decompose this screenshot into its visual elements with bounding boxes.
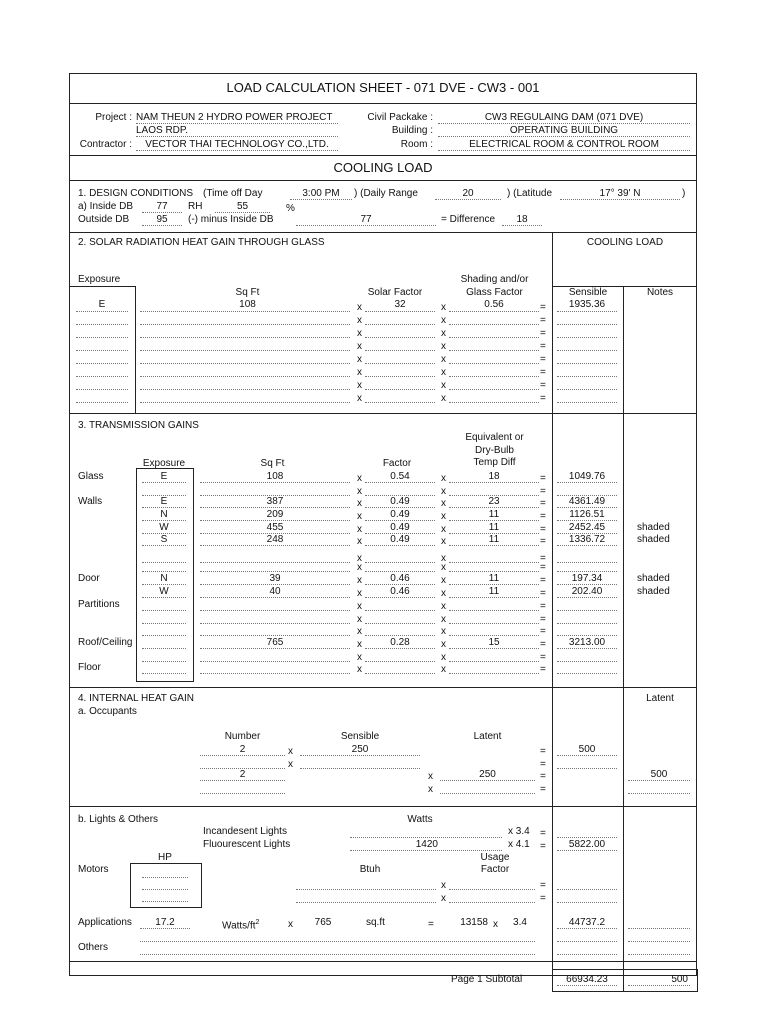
door-row-w-exposure: W — [159, 586, 169, 597]
occupant-sensible-per: 250 — [351, 744, 369, 755]
subtotal-sensible: 66934.23 — [566, 974, 608, 985]
solar-exposure: E — [98, 299, 106, 310]
occupant-sensible-total: 500 — [578, 744, 596, 755]
usage-factor-label: Factor — [480, 864, 510, 875]
number-label: Number — [224, 731, 261, 742]
applications-watts: 13158 — [460, 917, 488, 928]
building-label: Building : — [391, 125, 433, 136]
partitions-label: Partitions — [78, 599, 120, 610]
minus-inside-value: 77 — [360, 214, 372, 225]
wall-row-s-sensible: 1336.72 — [568, 534, 606, 545]
col-divider-sens — [552, 232, 553, 975]
trans-sqft-label: Sq Ft — [260, 458, 285, 469]
incandescent-multiplier: x 3.4 — [508, 826, 530, 837]
frame-left — [69, 73, 70, 976]
glass-row-temp-diff: 18 — [488, 471, 500, 482]
room-value: ELECTRICAL ROOM & CONTROL ROOM — [469, 139, 659, 150]
applications-multiplier: 3.4 — [513, 917, 527, 928]
frame-top — [69, 73, 697, 74]
rule-3 — [69, 180, 697, 181]
solar-shading: 0.56 — [484, 299, 504, 310]
building-value: OPERATING BUILDING — [509, 125, 619, 136]
occupant-number-latent: 2 — [239, 769, 246, 780]
sqft-unit: sq.ft — [366, 917, 385, 928]
wall-row-n-sqft: 209 — [266, 509, 284, 520]
glass-row-exposure: E — [160, 471, 168, 482]
sheet-title: LOAD CALCULATION SHEET - 071 DVE - CW3 - 001 — [226, 80, 540, 95]
rh-label: RH — [188, 201, 203, 212]
roof-row-temp-diff: 15 — [488, 637, 500, 648]
fluorescent-watts: 1420 — [415, 839, 438, 850]
wall-row-w-note: shaded — [637, 522, 670, 533]
subtotal-label: Page 1 Subtotal — [451, 974, 523, 985]
others-label: Others — [78, 942, 109, 953]
col-divider-notes — [623, 286, 624, 975]
wall-row-w-sensible: 2452.45 — [568, 522, 606, 533]
wall-row-s-temp-diff: 11 — [488, 534, 500, 545]
door-label: Door — [78, 573, 100, 584]
trans-exposure-label: Exposure — [142, 458, 186, 469]
motors-label: Motors — [78, 864, 109, 875]
roof-ceiling-label: Roof/Ceiling — [78, 637, 133, 648]
wall-row-e-temp-diff: 23 — [488, 496, 500, 507]
project-location: LAOS RDP. — [136, 125, 189, 136]
room-label: Room : — [400, 139, 433, 150]
applications-label: Applications — [78, 917, 132, 928]
contractor-name: VECTOR THAI TECHNOLOGY CO.,LTD. — [145, 139, 329, 150]
time-label: (Time off Day — [203, 188, 263, 199]
lights-heading: b. Lights & Others — [78, 814, 159, 825]
door-row-n-temp-diff: 11 — [488, 573, 500, 584]
floor-label: Floor — [78, 662, 101, 673]
solar-factor-label: Solar Factor — [367, 287, 423, 298]
civil-package-label: Civil Packake : — [367, 112, 433, 123]
fluorescent-total: 5822.00 — [568, 839, 606, 850]
rule-5 — [69, 413, 697, 414]
door-row-n-exposure: N — [160, 573, 168, 584]
solar-exposure-label: Exposure — [78, 274, 121, 285]
wall-row-s-exposure: S — [160, 534, 168, 545]
rule-2 — [69, 155, 697, 156]
outside-db-label: Outside DB — [78, 214, 130, 225]
minus-inside-label: (-) minus Inside DB — [188, 214, 274, 225]
temp-diff-label: Temp Diff — [473, 457, 516, 468]
wall-row-w-factor: 0.49 — [390, 522, 410, 533]
applications-area: 765 — [314, 917, 332, 928]
applications-total: 44737.2 — [568, 917, 606, 928]
difference-value: 18 — [516, 214, 528, 225]
solar-exp-right — [135, 286, 136, 413]
door-row-n-note: shaded — [637, 573, 670, 584]
solar-exp-top — [70, 286, 136, 287]
fluorescent-multiplier: x 4.1 — [508, 839, 530, 850]
hp-label: HP — [158, 852, 172, 863]
cooling-load-header: COOLING LOAD — [586, 237, 664, 248]
wall-row-w-exposure: W — [159, 522, 169, 533]
solar-sqft: 108 — [239, 299, 256, 310]
rule-7 — [69, 806, 697, 807]
roof-row-sqft: 765 — [266, 637, 284, 648]
walls-label: Walls — [78, 496, 103, 507]
door-row-n-factor: 0.46 — [390, 573, 410, 584]
applications-wpsf: 17.2 — [155, 917, 175, 928]
door-row-n-sensible: 197.34 — [571, 573, 603, 584]
wall-row-e-exposure: E — [160, 496, 168, 507]
door-row-n-sqft: 39 — [269, 573, 281, 584]
roof-row-sensible: 3213.00 — [568, 637, 606, 648]
inside-db-value: 77 — [156, 201, 168, 212]
design-heading: 1. DESIGN CONDITIONS — [78, 188, 194, 199]
frame-right — [696, 73, 697, 976]
incandescent-label: Incandesent Lights — [203, 826, 287, 837]
occupant-number: 2 — [239, 744, 246, 755]
rule-4 — [69, 232, 697, 233]
wall-row-s-sqft: 248 — [266, 534, 284, 545]
door-row-w-temp-diff: 11 — [488, 586, 500, 597]
inside-db-label: a) Inside DB — [78, 201, 134, 212]
wall-row-n-factor: 0.49 — [390, 509, 410, 520]
occ-sensible-label: Sensible — [340, 731, 380, 742]
solar-heading: 2. SOLAR RADIATION HEAT GAIN THROUGH GLASS — [78, 237, 325, 248]
occupant-latent-per: 250 — [479, 769, 496, 780]
watts-label: Watts — [407, 814, 433, 825]
transmission-heading: 3. TRANSMISSION GAINS — [78, 420, 199, 431]
occupant-latent-total: 500 — [650, 769, 668, 780]
rh-value: 55 — [236, 201, 249, 212]
latitude-label: ) (Latitude — [507, 188, 553, 199]
door-row-w-factor: 0.46 — [390, 586, 410, 597]
wall-row-n-exposure: N — [160, 509, 168, 520]
contractor-label: Contractor : — [79, 139, 132, 150]
trans-factor-label: Factor — [382, 458, 412, 469]
solar-sqft-label: Sq Ft — [235, 287, 260, 298]
roof-row-factor: 0.28 — [390, 637, 410, 648]
rule-6 — [69, 687, 697, 688]
wall-row-w-temp-diff: 11 — [488, 522, 500, 533]
watts-per-ft-label: Watts/$ft^2$ — [222, 919, 260, 932]
latitude-value: 17° 39' N — [599, 188, 641, 199]
wall-row-e-sqft: 387 — [266, 496, 284, 507]
daily-range-value: 20 — [462, 188, 474, 199]
wall-row-s-note: shaded — [637, 534, 670, 545]
solar-shading-label: Glass Factor — [466, 287, 523, 298]
difference-label: = Difference — [441, 214, 496, 225]
wall-row-s-factor: 0.49 — [390, 534, 410, 545]
wall-row-n-temp-diff: 11 — [488, 509, 500, 520]
civil-package-value: CW3 REGULAING DAM (071 DVE) — [484, 112, 644, 123]
glass-row-sqft: 108 — [266, 471, 284, 482]
glass-row-factor: 0.54 — [390, 471, 410, 482]
solar-factor: 32 — [394, 299, 406, 310]
solar-sensible: 1935.36 — [568, 299, 606, 310]
glass-label: Glass — [78, 471, 104, 482]
btuh-label: Btuh — [359, 864, 381, 875]
occ-latent-label: Latent — [473, 731, 502, 742]
notes-label: Notes — [646, 287, 674, 298]
occupants-label: a. Occupants — [78, 706, 137, 717]
project-label: Project : — [95, 112, 132, 123]
daily-range-label: ) (Daily Range — [354, 188, 418, 199]
solar-sensible-label: Sensible — [568, 287, 608, 298]
wall-row-n-sensible: 1126.51 — [569, 509, 605, 520]
wall-row-e-sensible: 4361.49 — [568, 496, 606, 507]
rule-8 — [69, 961, 697, 962]
wall-row-e-factor: 0.49 — [390, 496, 410, 507]
door-row-w-sensible: 202.40 — [571, 586, 603, 597]
door-row-w-sqft: 40 — [269, 586, 281, 597]
cooling-load-title: COOLING LOAD — [333, 160, 433, 175]
wall-row-w-sqft: 455 — [266, 522, 284, 533]
time-value: 3:00 PM — [302, 188, 340, 199]
glass-row-sensible: 1049.76 — [568, 471, 606, 482]
latent-header: Latent — [646, 693, 674, 704]
subtotal-latent: 500 — [671, 974, 688, 985]
door-row-w-note: shaded — [637, 586, 670, 597]
rule-1 — [69, 103, 697, 104]
outside-db-value: 95 — [156, 214, 168, 225]
internal-heading: 4. INTERNAL HEAT GAIN — [78, 693, 194, 704]
fluorescent-label: Fluourescent Lights — [203, 839, 291, 850]
project-name: NAM THEUN 2 HYDRO POWER PROJECT — [136, 112, 333, 123]
